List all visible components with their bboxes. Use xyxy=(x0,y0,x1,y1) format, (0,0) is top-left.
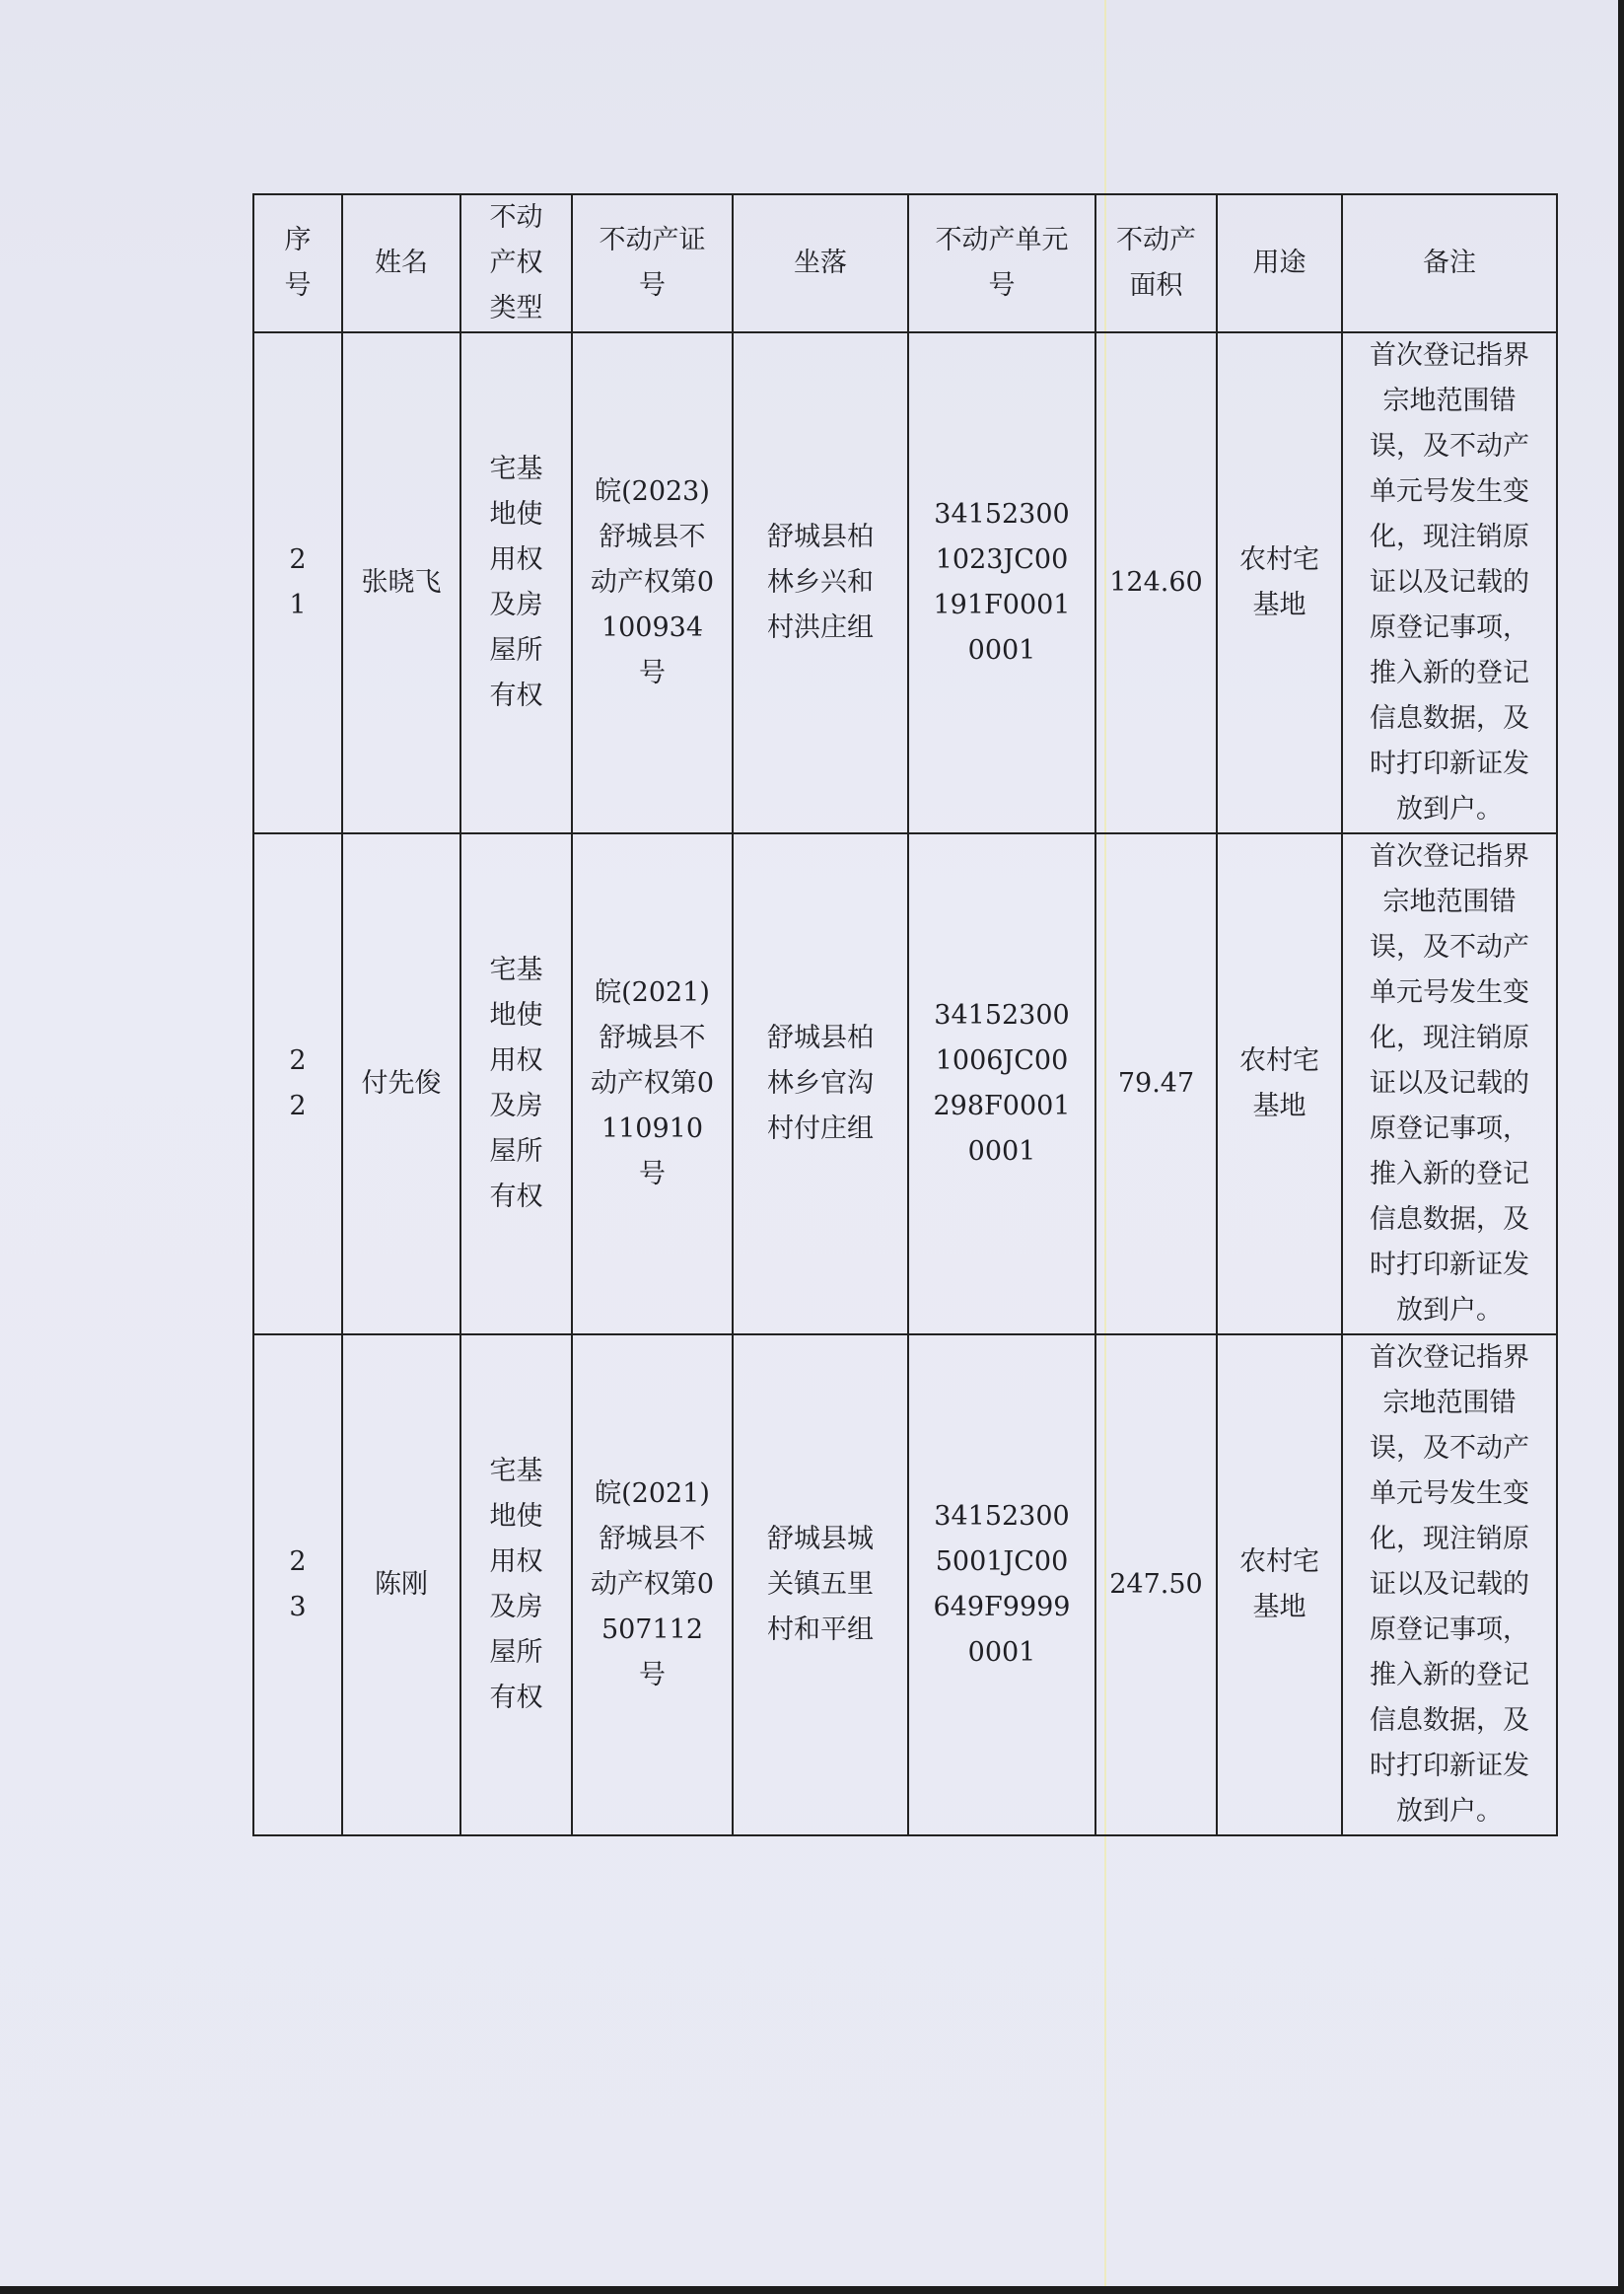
cell-use: 农村宅基地 xyxy=(1217,833,1342,1334)
cell-use: 农村宅基地 xyxy=(1217,332,1342,833)
cell-unit-no: 341523001023JC00191F00010001 xyxy=(908,332,1095,833)
cell-cert-no: 皖(2023)舒城县不动产权第0100934号 xyxy=(572,332,733,833)
header-unit-no: 不动产单元号 xyxy=(908,194,1095,332)
cell-name: 张晓飞 xyxy=(342,332,460,833)
header-use: 用途 xyxy=(1217,194,1342,332)
registration-table xyxy=(252,193,1558,1836)
cell-name: 陈刚 xyxy=(342,1334,460,1835)
header-location: 坐落 xyxy=(733,194,908,332)
cell-area: 79.47 xyxy=(1095,833,1217,1334)
cell-name: 付先俊 xyxy=(342,833,460,1334)
cell-unit-no: 341523005001JC00649F99990001 xyxy=(908,1334,1095,1835)
table-row xyxy=(253,833,1557,1334)
cell-use: 农村宅基地 xyxy=(1217,1334,1342,1835)
scan-edge-right xyxy=(1618,0,1624,2294)
header-remark: 备注 xyxy=(1342,194,1557,332)
cell-cert-no: 皖(2021)舒城县不动产权第0110910号 xyxy=(572,833,733,1334)
cell-area: 124.60 xyxy=(1095,332,1217,833)
cell-right-type: 宅基地使用权及房屋所有权 xyxy=(460,332,572,833)
cell-remark: 首次登记指界宗地范围错误，及不动产单元号发生变化，现注销原证以及记载的原登记事项，推入新的登记信息数据，及时打印新证发放到户。 xyxy=(1342,833,1557,1334)
header-seq: 序号 xyxy=(253,194,342,332)
scan-edge-bottom xyxy=(0,2286,1624,2294)
header-right-type: 不动产权类型 xyxy=(460,194,572,332)
table-header-row xyxy=(253,194,1557,332)
header-area: 不动产面积 xyxy=(1095,194,1217,332)
cell-location: 舒城县柏林乡官沟村付庄组 xyxy=(733,833,908,1334)
table-row xyxy=(253,1334,1557,1835)
cell-unit-no: 341523001006JC00298F00010001 xyxy=(908,833,1095,1334)
cell-remark: 首次登记指界宗地范围错误，及不动产单元号发生变化，现注销原证以及记载的原登记事项，推入新的登记信息数据，及时打印新证发放到户。 xyxy=(1342,332,1557,833)
header-cert-no: 不动产证号 xyxy=(572,194,733,332)
cell-seq: 22 xyxy=(253,833,342,1334)
cell-right-type: 宅基地使用权及房屋所有权 xyxy=(460,833,572,1334)
cell-right-type: 宅基地使用权及房屋所有权 xyxy=(460,1334,572,1835)
table-row xyxy=(253,332,1557,833)
header-name: 姓名 xyxy=(342,194,460,332)
cell-location: 舒城县城关镇五里村和平组 xyxy=(733,1334,908,1835)
cell-location: 舒城县柏林乡兴和村洪庄组 xyxy=(733,332,908,833)
cell-remark: 首次登记指界宗地范围错误，及不动产单元号发生变化，现注销原证以及记载的原登记事项，推入新的登记信息数据，及时打印新证发放到户。 xyxy=(1342,1334,1557,1835)
cell-seq: 23 xyxy=(253,1334,342,1835)
cell-cert-no: 皖(2021)舒城县不动产权第0507112号 xyxy=(572,1334,733,1835)
cell-area: 247.50 xyxy=(1095,1334,1217,1835)
cell-seq: 21 xyxy=(253,332,342,833)
